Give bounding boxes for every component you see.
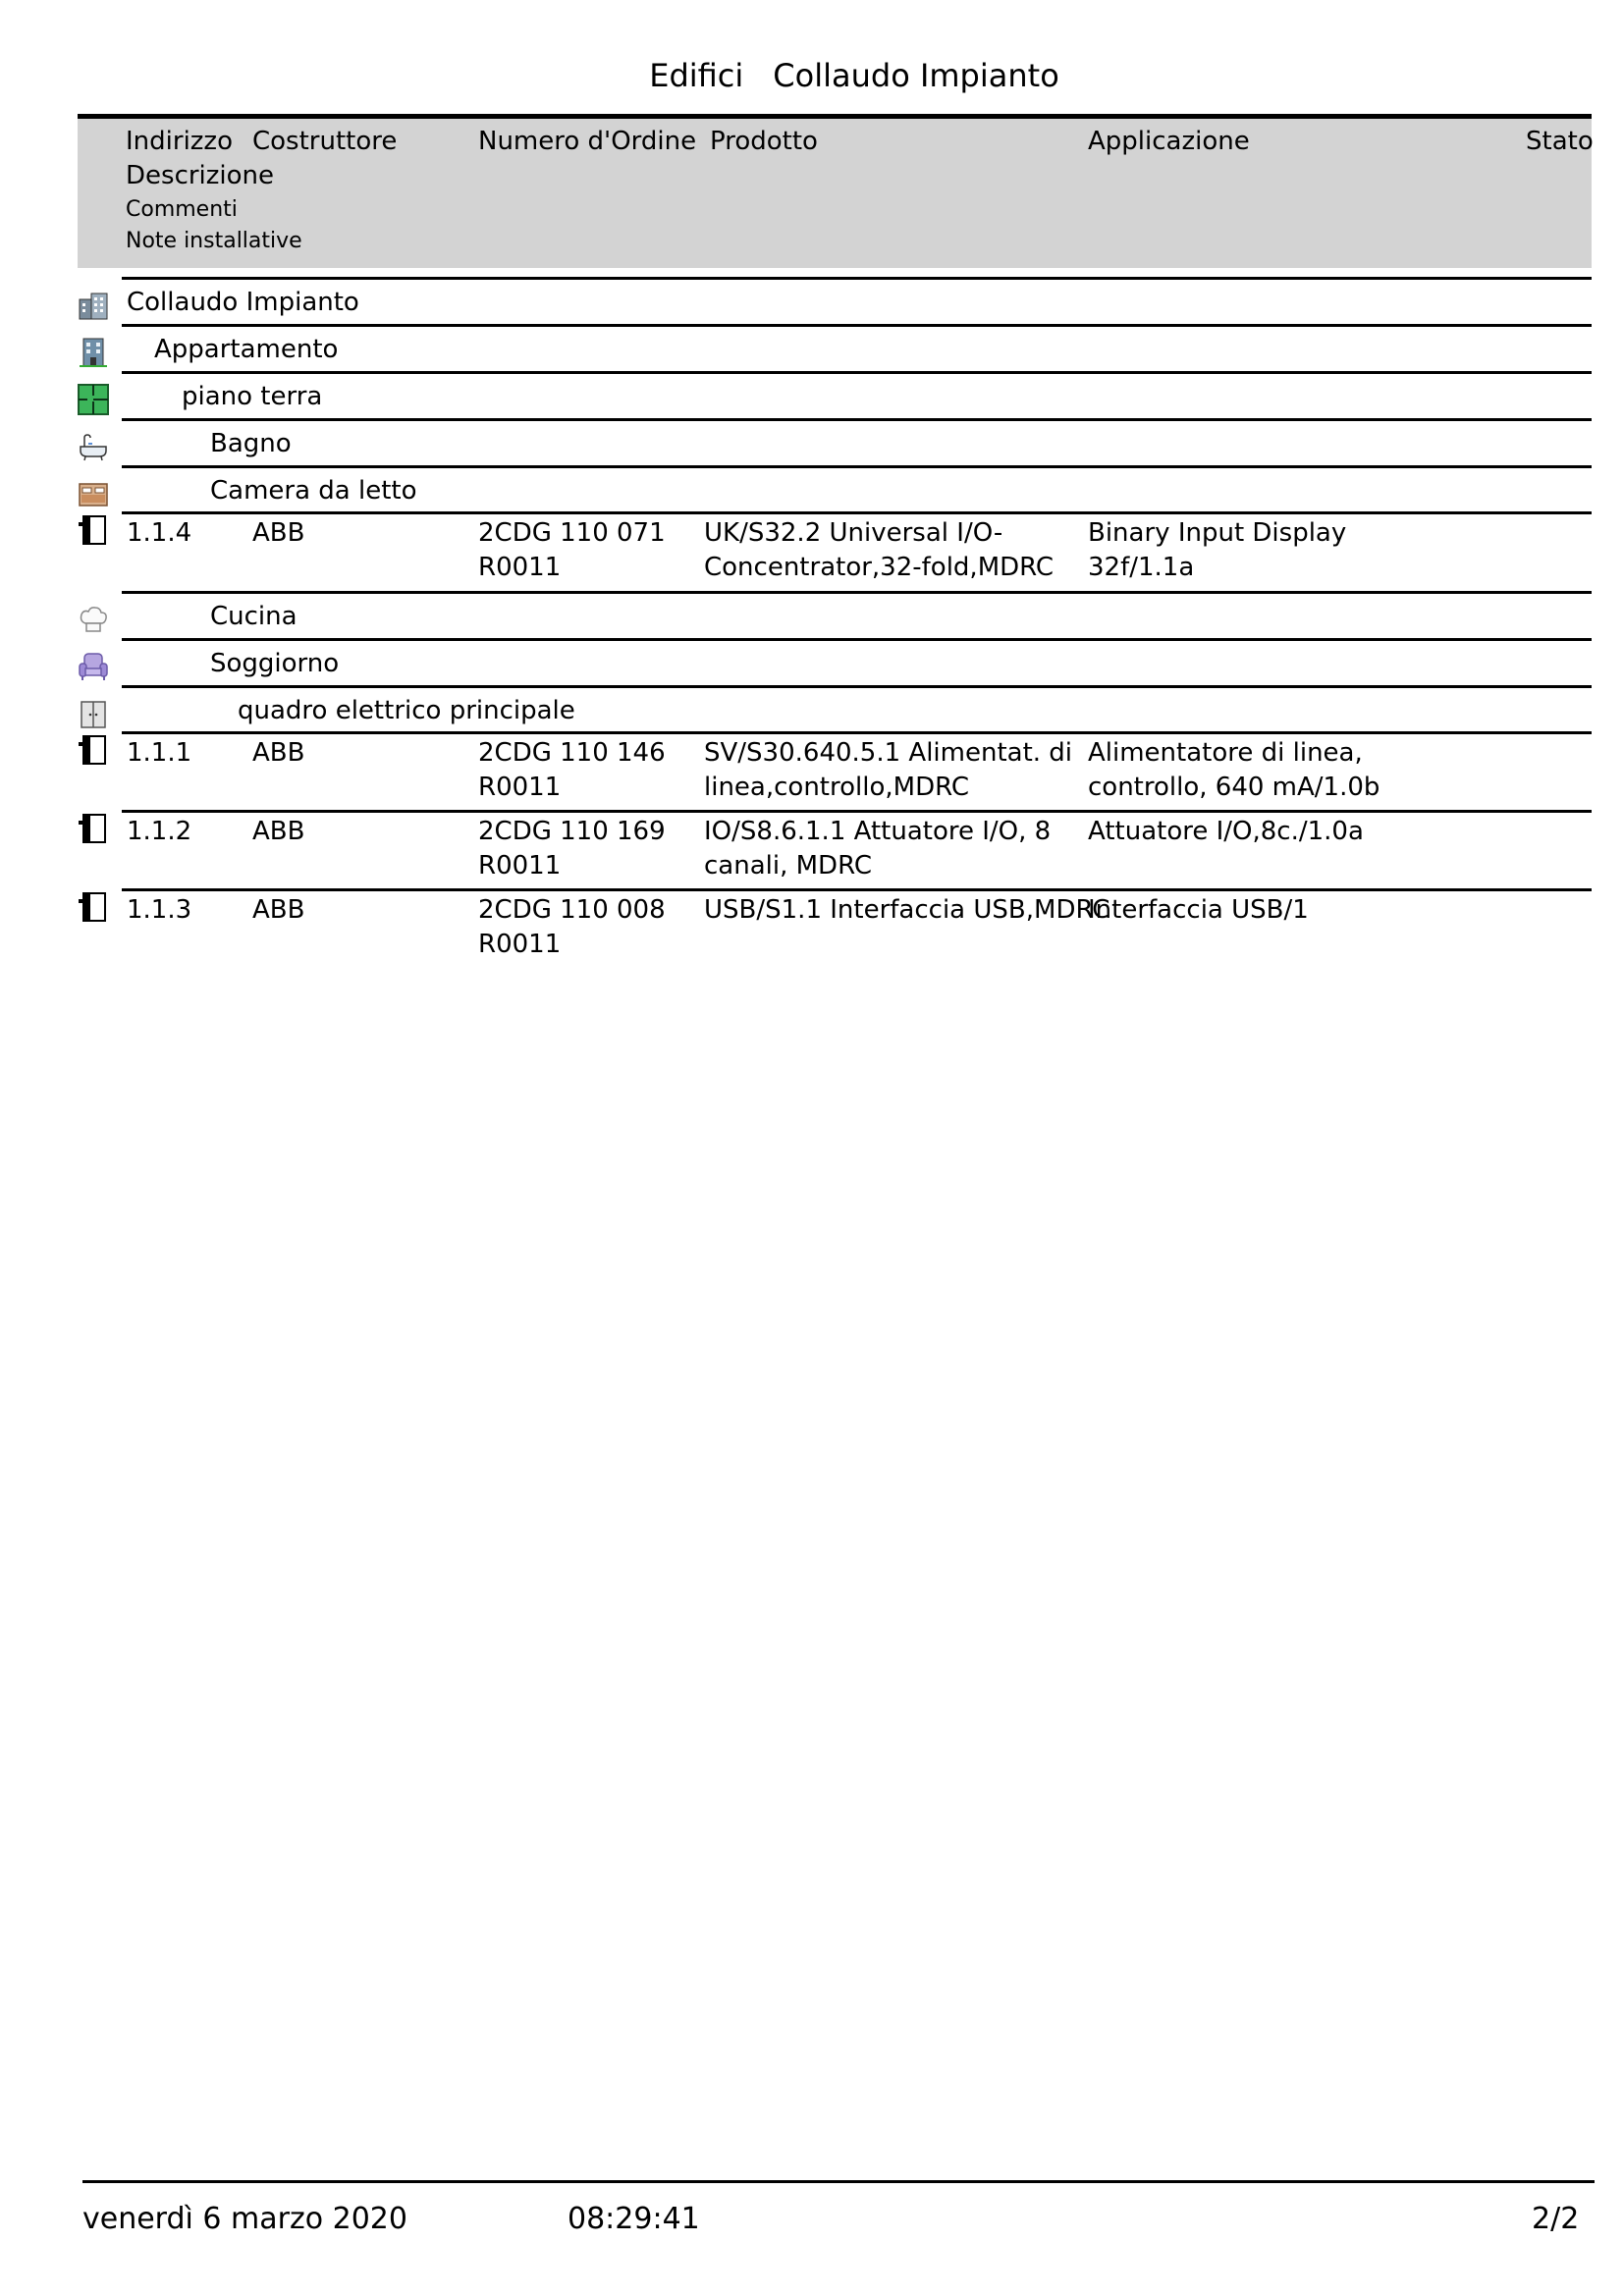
device-icon [78, 891, 109, 923]
device-application: Alimentatore di linea, controllo, 640 mA/1.0b [1088, 738, 1380, 802]
tree-row-bathroom[interactable] [122, 418, 1592, 465]
col-indirizzo: Indirizzo [126, 127, 233, 156]
device-product: USB/S1.1 Interfaccia USB,MDRC [704, 895, 1110, 925]
col-applicazione: Applicazione [1088, 127, 1250, 156]
device-order-number: 2CDG 110 008 R0011 [478, 895, 666, 959]
location-label: quadro elettrico principale [238, 696, 575, 725]
building-icon [78, 290, 109, 321]
location-label: Bagno [210, 429, 292, 458]
cabinet-icon [78, 698, 109, 729]
chef-hat-icon [78, 604, 109, 635]
device-icon [78, 514, 109, 546]
tree-row-living-room[interactable] [122, 638, 1592, 685]
device-manufacturer: ABB [252, 518, 305, 548]
device-address: 1.1.2 [127, 817, 192, 846]
device-row[interactable] [122, 888, 1592, 967]
device-row[interactable] [122, 810, 1592, 888]
tree-row-bedroom[interactable] [122, 465, 1592, 511]
device-application: Attuatore I/O,8c./1.0a [1088, 817, 1364, 846]
device-address: 1.1.4 [127, 518, 192, 548]
footer-time: 08:29:41 [568, 2202, 700, 2236]
device-application: Interfaccia USB/1 [1088, 895, 1309, 925]
footer-divider [82, 2180, 1595, 2183]
floor-plan-icon [78, 384, 109, 415]
device-row[interactable] [122, 731, 1592, 810]
device-order-number: 2CDG 110 169 R0011 [478, 817, 666, 881]
device-manufacturer: ABB [252, 895, 305, 925]
device-product: UK/S32.2 Universal I/O- Concentrator,32-fold,MDRC [704, 518, 1055, 582]
device-icon [78, 813, 109, 844]
col-commenti: Commenti [126, 197, 238, 222]
tree-row-project[interactable] [122, 277, 1592, 324]
building-tree [78, 277, 1592, 967]
footer-page-number: 2/2 [1532, 2202, 1580, 2236]
bathtub-icon [78, 431, 109, 462]
location-label: Cucina [210, 602, 298, 631]
location-label: Appartamento [154, 335, 339, 364]
device-icon [78, 734, 109, 766]
device-product: IO/S8.6.1.1 Attuatore I/O, 8 canali, MDRC [704, 817, 1052, 881]
tree-row-panel[interactable] [122, 685, 1592, 731]
location-label: Camera da letto [210, 476, 417, 506]
col-prodotto: Prodotto [710, 127, 818, 156]
device-manufacturer: ABB [252, 817, 305, 846]
footer-date: venerdì 6 marzo 2020 [82, 2202, 407, 2236]
apartment-icon [78, 337, 109, 368]
col-note: Note installative [126, 229, 302, 253]
col-descrizione: Descrizione [126, 161, 275, 190]
device-order-number: 2CDG 110 146 R0011 [478, 738, 666, 802]
tree-row-apartment[interactable] [122, 324, 1592, 371]
device-row[interactable] [122, 511, 1592, 591]
device-application: Binary Input Display 32f/1.1a [1088, 518, 1347, 582]
section-label: Edifici [649, 57, 744, 94]
col-stato: Stato [1526, 127, 1594, 156]
device-manufacturer: ABB [252, 738, 305, 768]
bed-icon [78, 478, 109, 509]
report-title [0, 57, 1623, 94]
armchair-icon [78, 651, 109, 682]
col-ordine: Numero d'Ordine [478, 127, 697, 156]
project-title: Collaudo Impianto [773, 57, 1059, 94]
location-label: piano terra [182, 382, 323, 411]
device-product: SV/S30.640.5.1 Alimentat. di linea,controllo,MDRC [704, 738, 1073, 802]
location-label: Soggiorno [210, 649, 340, 678]
tree-row-floor[interactable] [122, 371, 1592, 418]
device-address: 1.1.3 [127, 895, 192, 925]
tree-row-kitchen[interactable] [122, 591, 1592, 638]
location-label: Collaudo Impianto [127, 288, 359, 317]
device-order-number: 2CDG 110 071 R0011 [478, 518, 666, 582]
device-address: 1.1.1 [127, 738, 192, 768]
col-costruttore: Costruttore [252, 127, 398, 156]
column-header [78, 114, 1592, 268]
